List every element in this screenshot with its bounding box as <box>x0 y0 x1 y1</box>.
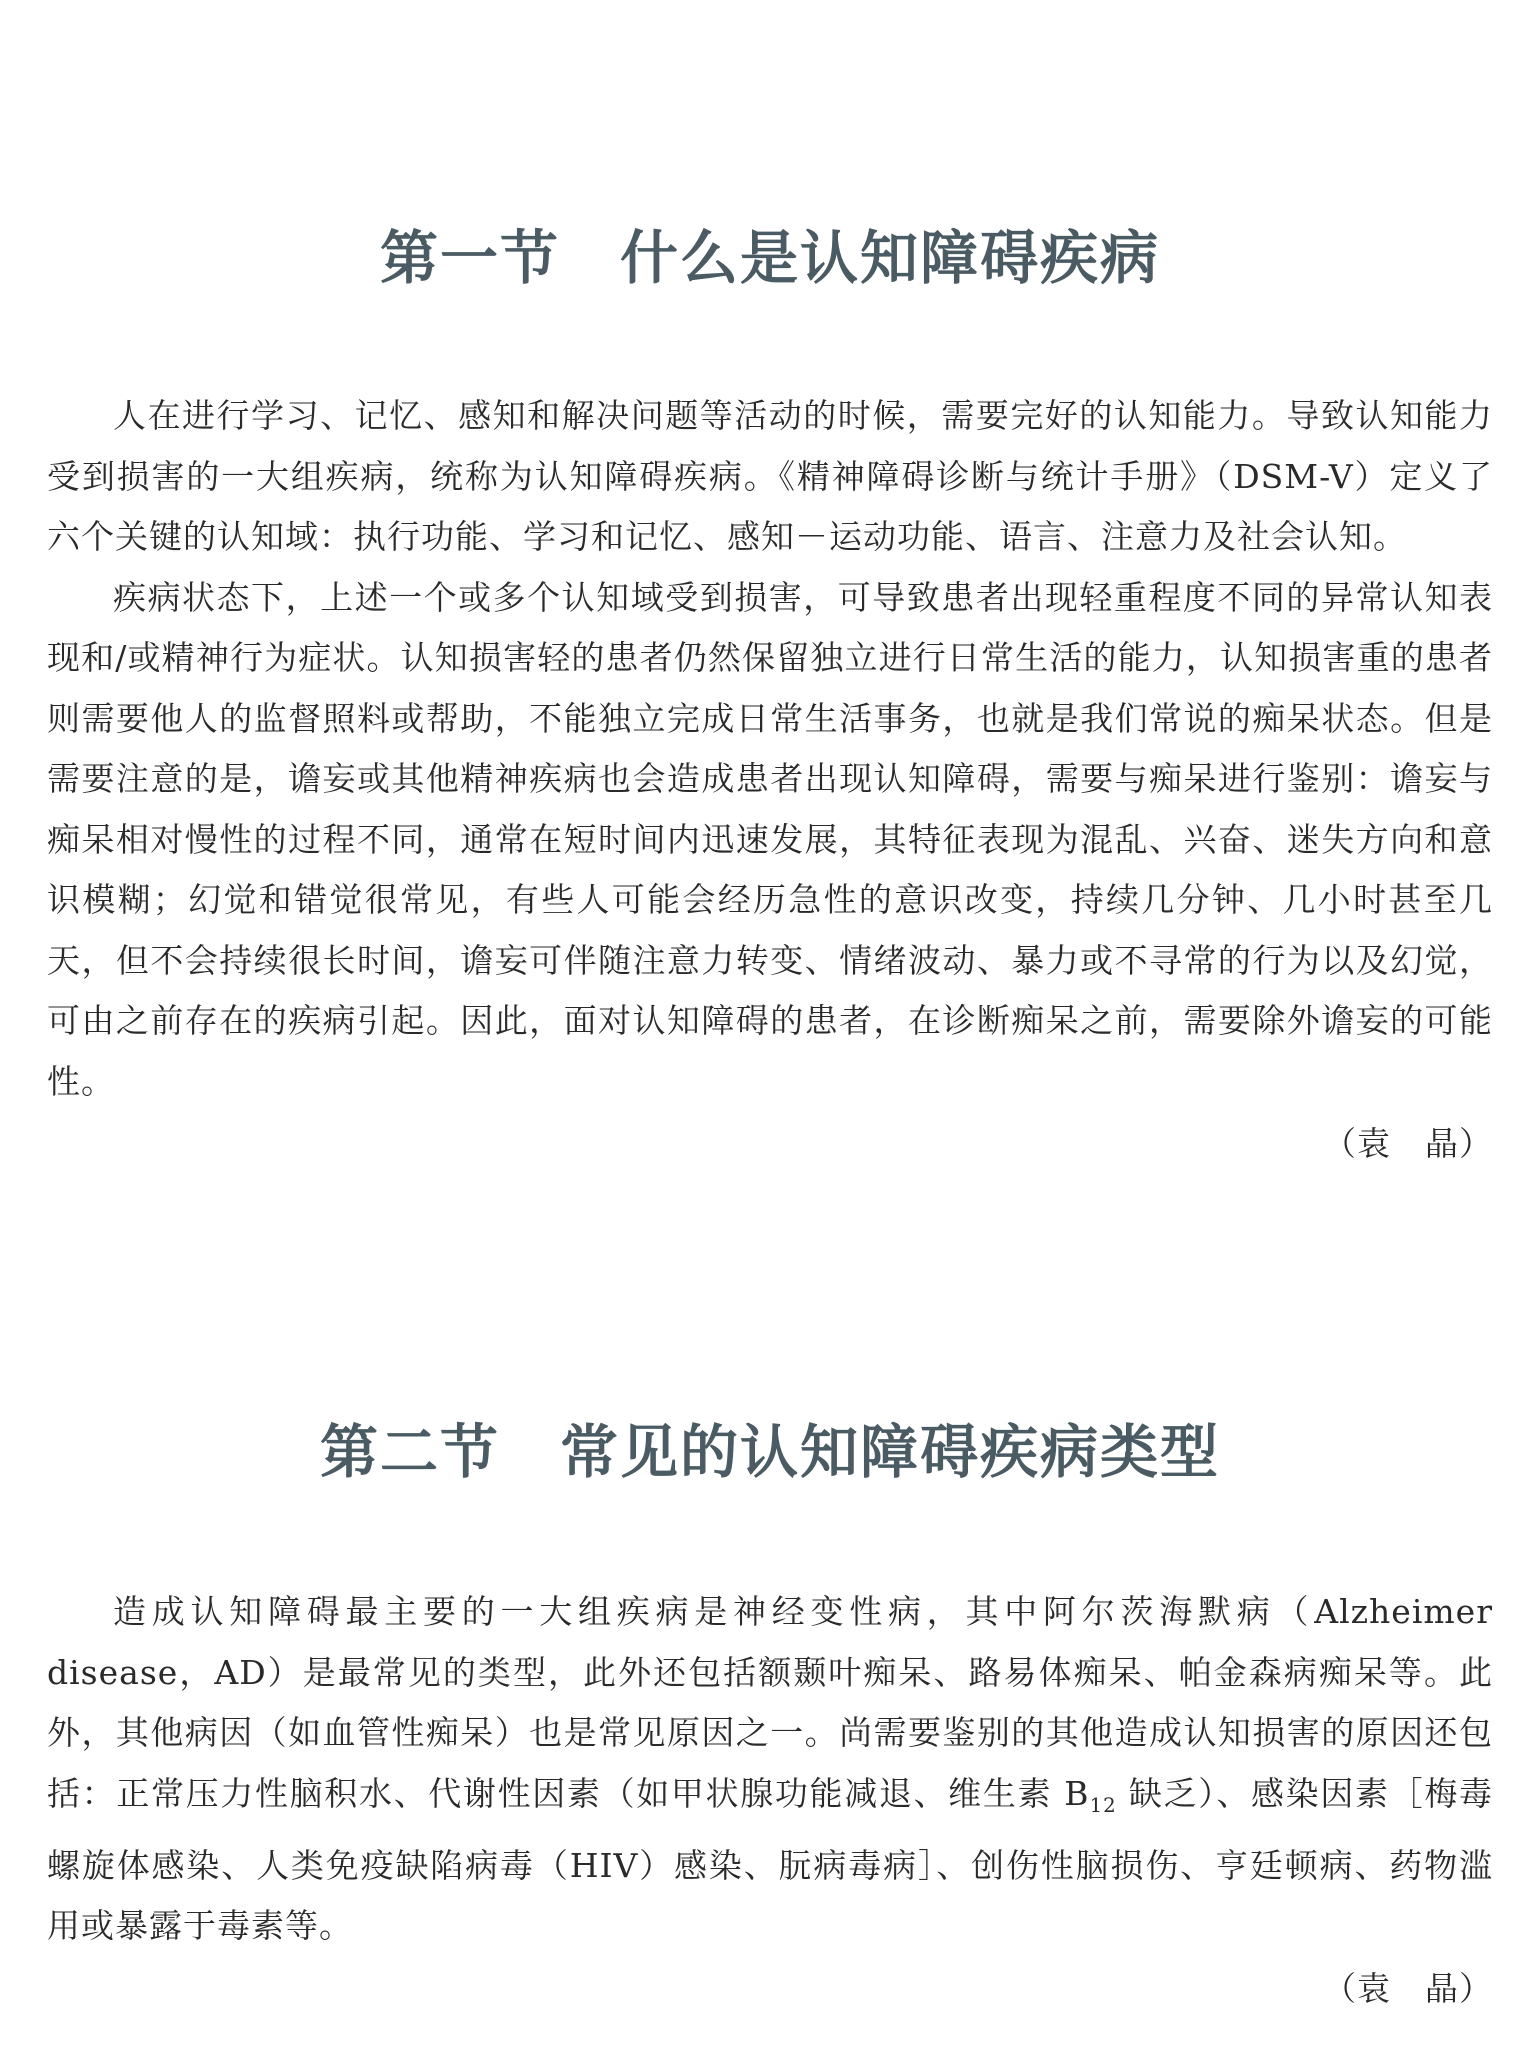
section-2 <box>47 1412 1493 2019</box>
author-credit: （袁 晶） <box>1323 1968 1493 2008</box>
body-paragraph: 疾病状态下，上述一个或多个认知域受到损害，可导致患者出现轻重程度不同的异常认知表现和/或精神行为症状。认知损害轻的患者仍然保留独立进行日常生活的能力，认知损害重的患者则需要他人的监督照料或帮助，不能独立完成日常生活事务，也就是我们常说的痴呆状态。但是需要注意的是，谵妄或其他精神疾病也会造成患者出现认知障碍，需要与痴呆进行鉴别：谵妄与痴呆相对慢性的过程不同，通常在短时间内迅速发展，其特征表现为混乱、兴奋、迷失方向和意识模糊；幻觉和错觉很常见，有些人可能会经历急性的意识改变，持续几分钟、几小时甚至几天，但不会持续很长时间，谵妄可伴随注意力转变、情绪波动、暴力或不寻常的行为以及幻觉，可由之前存在的疾病引起。因此，面对认知障碍的患者，在诊断痴呆之前，需要除外谵妄的可能性。 <box>47 577 1493 1101</box>
section-1 <box>47 218 1493 1174</box>
paragraph-text: 造成认知障碍最主要的一大组疾病是神经变性病，其中阿尔茨海默病（Alzheimer disease，AD）是最常见的类型，此外还包括额颞叶痴呆、路易体痴呆、帕金森病痴呆等。此外，其他病因（如血管性痴呆）也是常见原因之一。尚需要鉴别的其他造成认知损害的原因还包括：正常压力性脑积水、代谢性因素（如甲状腺功能减退、维生素 B <box>47 1592 1493 1813</box>
body-paragraph <box>47 1582 1493 1957</box>
subscript-text: 12 <box>1089 1793 1117 1817</box>
author-credit: （袁 晶） <box>1323 1124 1493 1163</box>
section-title: 第一节 什么是认知障碍疾病 <box>379 224 1160 292</box>
section-title: 第二节 常见的认知障碍疾病类型 <box>319 1418 1220 1486</box>
paragraph-text: 缺乏）、感染因素［梅毒螺旋体感染、人类免疫缺陷病毒（HIV）感染、朊病毒病］、创伤性脑损伤、亨廷顿病、药物滥用或暴露于毒素等。 <box>47 1773 1493 1946</box>
body-paragraph: 人在进行学习、记忆、感知和解决问题等活动的时候，需要完好的认知能力。导致认知能力受到损害的一大组疾病，统称为认知障碍疾病。《精神障碍诊断与统计手册》（DSM-V）定义了六个关键的认知域：执行功能、学习和记忆、感知－运动功能、语言、注意力及社会认知。 <box>47 396 1493 556</box>
